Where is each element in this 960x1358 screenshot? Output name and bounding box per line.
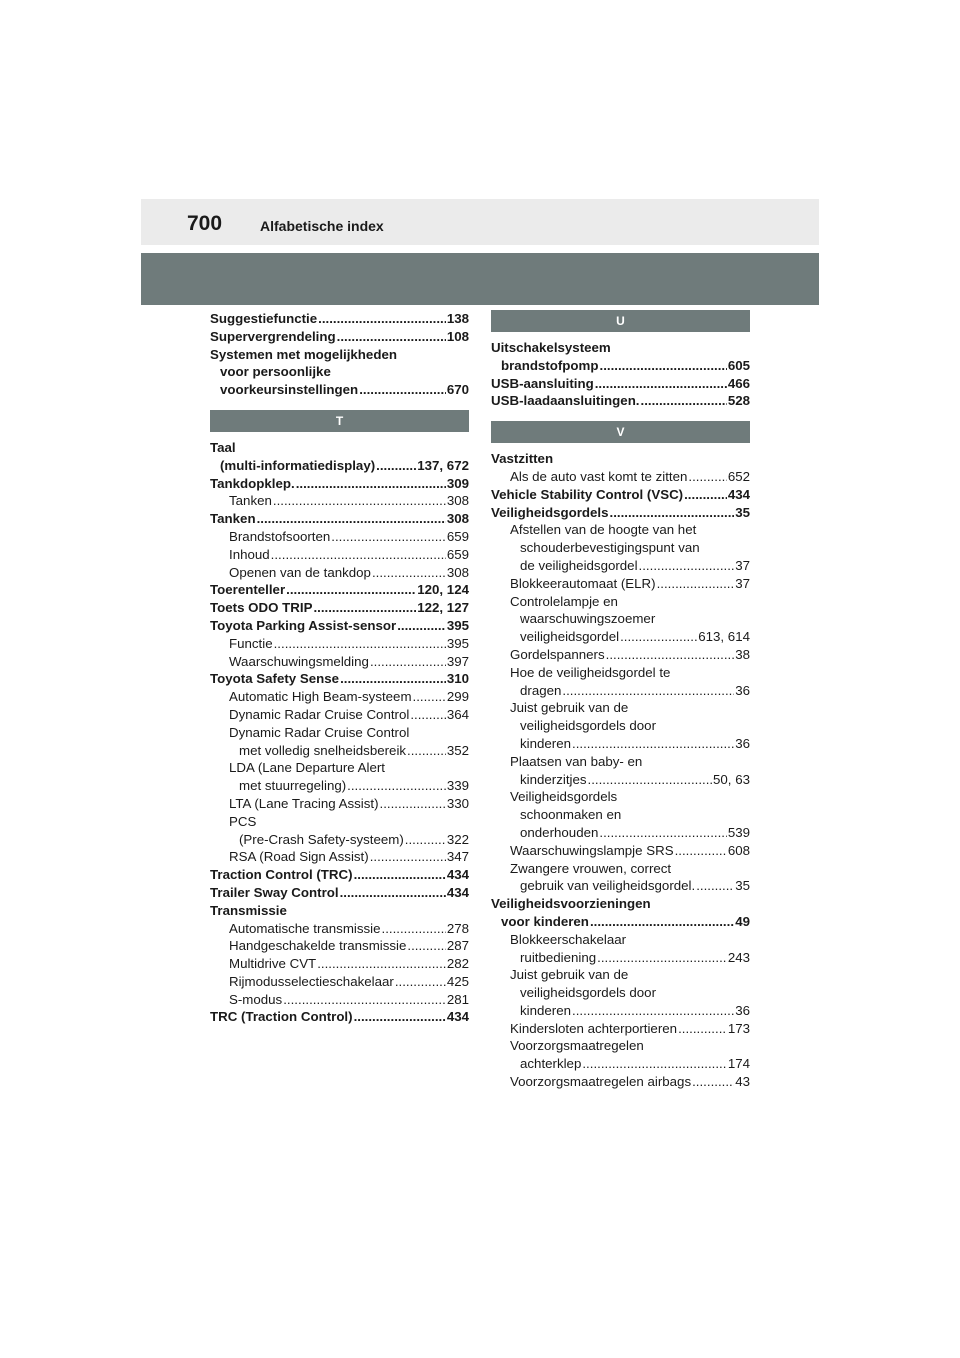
entry-term: Juist gebruik van de [510, 700, 629, 716]
entry-term: Dynamic Radar Cruise Control [229, 724, 410, 740]
index-entry [210, 759, 469, 777]
leader-dots [257, 510, 446, 528]
entry-term: voor persoonlijke [220, 364, 331, 380]
index-entry [210, 706, 469, 724]
index-entry [491, 699, 750, 717]
page-number: 700 [187, 212, 223, 235]
leader-dots [331, 528, 446, 546]
leader-dots [595, 375, 727, 393]
entry-page-ref[interactable]: 434 [446, 884, 469, 900]
index-entry [491, 557, 750, 575]
index-entry [491, 913, 750, 931]
index-entry [210, 635, 469, 653]
entry-term: TRC (Traction Control) [210, 1009, 353, 1025]
index-entry [210, 955, 469, 973]
leader-dots [599, 824, 726, 842]
entry-page-ref[interactable]: 528 [727, 393, 750, 409]
index-entry [210, 848, 469, 866]
leader-dots [610, 504, 735, 522]
entry-page-ref[interactable]: 605 [727, 357, 750, 373]
entry-page-ref[interactable]: 137, 672 [417, 457, 469, 473]
entry-term: Voorzorgsmaatregelen [510, 1038, 644, 1054]
leader-dots [657, 575, 735, 593]
entry-term: (multi-informatiedisplay) [220, 457, 376, 473]
index-entry [210, 813, 469, 831]
leader-dots [354, 1008, 446, 1026]
entry-term: Trailer Sway Control [210, 884, 339, 900]
index-entry [210, 742, 469, 760]
entry-term: Plaatsen van baby- en [510, 753, 643, 769]
leader-dots [347, 777, 446, 795]
entry-term: veiligheidsgordel [520, 629, 620, 645]
entry-page-ref[interactable]: 434 [727, 486, 750, 502]
section-band [141, 253, 819, 305]
entry-term: USB-laadaansluitingen. [491, 393, 640, 409]
leader-dots [692, 1073, 734, 1091]
entry-term: Handgeschakelde transmissie [229, 938, 407, 954]
entry-term: Toerenteller [210, 582, 286, 598]
index-entry [491, 610, 750, 628]
entry-page-ref[interactable]: 35 [735, 504, 750, 520]
leader-dots [407, 937, 445, 955]
leader-dots [376, 457, 416, 475]
index-entry [210, 1008, 469, 1026]
entry-page-ref[interactable]: 670 [446, 382, 469, 398]
entry-term: kinderen [520, 735, 572, 751]
entry-page-ref[interactable]: 138 [446, 311, 469, 326]
index-entry [491, 860, 750, 878]
index-entry [491, 539, 750, 557]
entry-page-ref[interactable]: 278 [446, 920, 469, 936]
entry-page-ref[interactable]: 434 [446, 1009, 469, 1025]
entry-term: Tankdopklep. [210, 475, 295, 491]
index-entry [210, 492, 469, 510]
entry-term: Als de auto vast komt te zitten [510, 468, 688, 484]
index-entry [210, 724, 469, 742]
index-entry [210, 581, 469, 599]
entry-page-ref[interactable]: 322 [446, 831, 469, 847]
index-entry [491, 1037, 750, 1055]
leader-dots [395, 973, 446, 991]
entry-page-ref[interactable]: 364 [446, 706, 469, 722]
entry-page-ref[interactable]: 397 [446, 653, 469, 669]
index-column-left [210, 310, 469, 1026]
leader-dots [372, 564, 446, 582]
index-entry [491, 877, 750, 895]
entry-term: Systemen met mogelijkheden [210, 346, 397, 362]
entry-page-ref[interactable]: 308 [446, 493, 469, 509]
entry-term: Kindersloten achterportieren [510, 1020, 678, 1036]
entry-page-ref[interactable]: 120, 124 [417, 582, 469, 598]
index-entry [210, 564, 469, 582]
leader-dots [620, 628, 697, 646]
entry-term: kinderzitjes [520, 771, 587, 787]
leader-dots [354, 866, 446, 884]
entry-term: Multidrive CVT [229, 956, 317, 972]
entry-term: Automatic High Beam-systeem [229, 689, 412, 705]
entry-term: Controlelampje en [510, 593, 618, 609]
entry-term: S-modus [229, 991, 283, 1007]
index-entry [491, 504, 750, 522]
entry-page-ref[interactable]: 434 [446, 867, 469, 883]
index-entry [491, 357, 750, 375]
leader-dots [273, 492, 446, 510]
index-entry [491, 450, 750, 468]
index-entry [210, 363, 469, 381]
index-entry [210, 599, 469, 617]
index-entry [210, 688, 469, 706]
index-entry [491, 735, 750, 753]
index-entry [491, 788, 750, 806]
leader-dots [405, 831, 446, 849]
index-entry [210, 328, 469, 346]
entry-page-ref[interactable]: 49 [735, 913, 750, 929]
leader-dots [639, 557, 735, 575]
entry-page-ref[interactable]: 108 [446, 328, 469, 344]
entry-term: brandstofpomp [501, 357, 599, 373]
entry-term: LDA (Lane Departure Alert [229, 760, 385, 776]
entry-term: kinderen [520, 1002, 572, 1018]
entry-term: Taal [210, 439, 236, 455]
entry-page-ref[interactable]: 122, 127 [417, 600, 469, 616]
index-entry [491, 966, 750, 984]
leader-dots [313, 599, 416, 617]
leader-dots [380, 795, 446, 813]
index-entry [210, 902, 469, 920]
entry-term: Toyota Parking Assist-sensor [210, 617, 397, 633]
leader-dots [590, 913, 734, 931]
index-entry [210, 528, 469, 546]
entry-term: Vastzitten [491, 451, 554, 467]
index-entry [210, 475, 469, 493]
entry-term: Tanken [210, 511, 256, 527]
leader-dots [296, 475, 446, 493]
entry-term: schoonmaken en [520, 807, 622, 823]
index-entry [491, 895, 750, 913]
entry-page-ref[interactable]: 310 [446, 671, 469, 687]
entry-page-ref[interactable]: 395 [446, 617, 469, 633]
entry-page-ref[interactable]: 243 [727, 949, 750, 965]
index-entry [210, 653, 469, 671]
index-entry [210, 831, 469, 849]
entry-page-ref[interactable]: 282 [446, 956, 469, 972]
index-entry [210, 439, 469, 457]
index-entry [491, 593, 750, 611]
entry-term: Toets ODO TRIP [210, 600, 313, 616]
index-entry [491, 984, 750, 1002]
entry-term: Waarschuwingsmelding [229, 653, 369, 669]
entry-page-ref[interactable]: 38 [735, 646, 750, 662]
entry-term: Inhoud [229, 546, 270, 562]
leader-dots [696, 877, 734, 895]
entry-page-ref[interactable]: 309 [446, 475, 469, 491]
entry-term: Rijmodusselectieschakelaar [229, 973, 394, 989]
index-entry [210, 866, 469, 884]
leader-dots [337, 328, 446, 346]
entry-page-ref[interactable]: 299 [446, 689, 469, 705]
entry-term: onderhouden [520, 824, 599, 840]
entry-page-ref[interactable]: 43 [735, 1074, 750, 1090]
entry-page-ref[interactable]: 659 [446, 528, 469, 544]
entry-term: de veiligheidsgordel [520, 557, 638, 573]
entry-term: Openen van de tankdop [229, 564, 371, 580]
entry-term: Suggestiefunctie [210, 311, 318, 326]
leader-dots [397, 617, 446, 635]
entry-term: Functie [229, 635, 273, 651]
index-entry [210, 617, 469, 635]
leader-dots [410, 706, 446, 724]
entry-term: Afstellen van de hoogte van het [510, 522, 697, 538]
index-entry [210, 381, 469, 399]
index-entry [210, 346, 469, 364]
index-entry [491, 842, 750, 860]
leader-dots [317, 955, 446, 973]
entry-page-ref[interactable]: 37 [735, 557, 750, 573]
index-column-right [491, 310, 750, 1091]
leader-dots [684, 486, 727, 504]
entry-page-ref[interactable]: 173 [727, 1020, 750, 1036]
entry-term: Brandstofsoorten [229, 528, 331, 544]
index-entry [491, 806, 750, 824]
entry-term: waarschuwingszoemer [520, 611, 656, 627]
index-entry [210, 920, 469, 938]
leader-dots [359, 381, 446, 399]
index-entry [491, 824, 750, 842]
index-entry [491, 1073, 750, 1091]
entry-term: PCS [229, 813, 257, 829]
spacer [210, 399, 469, 410]
entry-term: Uitschakelsysteem [491, 340, 611, 355]
leader-dots [283, 991, 446, 1009]
leader-dots [318, 310, 446, 328]
leader-dots [370, 848, 446, 866]
header-band [141, 199, 819, 245]
index-entry [491, 628, 750, 646]
entry-term: dragen [520, 682, 562, 698]
index-entry [210, 310, 469, 328]
index-entry [210, 795, 469, 813]
entry-term: LTA (Lane Tracing Assist) [229, 795, 379, 811]
entry-term: gebruik van veiligheidsgordel. [520, 878, 696, 894]
spacer [491, 410, 750, 421]
entry-page-ref[interactable]: 659 [446, 546, 469, 562]
index-entry [210, 884, 469, 902]
index-entry [491, 339, 750, 357]
entry-term: Traction Control (TRC) [210, 867, 353, 883]
index-entry [210, 670, 469, 688]
entry-term: Transmissie [210, 902, 287, 918]
page-title: Alfabetische index [260, 218, 384, 234]
entry-term: RSA (Road Sign Assist) [229, 849, 369, 865]
index-entry [491, 682, 750, 700]
index-entry [491, 575, 750, 593]
entry-page-ref[interactable]: 36 [735, 735, 750, 751]
index-entry [491, 1055, 750, 1073]
leader-dots [340, 670, 446, 688]
entry-term: voorkeursinstellingen [220, 382, 359, 398]
entry-term: Waarschuwingslampje SRS [510, 842, 674, 858]
index-entry [210, 546, 469, 564]
index-entry [210, 510, 469, 528]
entry-page-ref[interactable]: 339 [446, 778, 469, 794]
entry-page-ref[interactable]: 174 [727, 1056, 750, 1072]
entry-page-ref[interactable]: 425 [446, 973, 469, 989]
entry-page-ref[interactable]: 347 [446, 849, 469, 865]
index-entry [491, 486, 750, 504]
entry-term: Blokkeerschakelaar [510, 931, 627, 947]
index-entry [491, 468, 750, 486]
leader-dots [340, 884, 446, 902]
index-entry [210, 937, 469, 955]
leader-dots [572, 1002, 734, 1020]
index-entry [210, 973, 469, 991]
section-letter-u: U [491, 310, 750, 332]
entry-page-ref[interactable]: 652 [727, 468, 750, 484]
entry-term: USB-aansluiting [491, 375, 594, 391]
section-letter-t: T [210, 410, 469, 432]
leader-dots [407, 742, 446, 760]
leader-dots [582, 1055, 726, 1073]
entry-page-ref[interactable]: 308 [446, 511, 469, 527]
entry-term: Blokkeerautomaat (ELR) [510, 575, 656, 591]
leader-dots [286, 581, 416, 599]
index-entry [491, 1020, 750, 1038]
index-entry [491, 664, 750, 682]
entry-term: veiligheidsgordels door [520, 985, 657, 1001]
entry-page-ref[interactable]: 281 [446, 991, 469, 1007]
index-entry [491, 931, 750, 949]
entry-term: Dynamic Radar Cruise Control [229, 706, 410, 722]
entry-term: Hoe de veiligheidsgordel te [510, 664, 671, 680]
index-entry [491, 717, 750, 735]
index-entry [210, 777, 469, 795]
entry-page-ref[interactable]: 37 [735, 575, 750, 591]
leader-dots [588, 771, 713, 789]
index-entry [210, 457, 469, 475]
entry-page-ref[interactable]: 539 [727, 824, 750, 840]
entry-term: veiligheidsgordels door [520, 718, 657, 734]
leader-dots [600, 357, 727, 375]
leader-dots [688, 468, 726, 486]
leader-dots [382, 920, 446, 938]
leader-dots [606, 646, 735, 664]
entry-page-ref[interactable]: 352 [446, 742, 469, 758]
entry-term: Zwangere vrouwen, correct [510, 860, 672, 876]
index-entry [491, 771, 750, 789]
leader-dots [597, 949, 727, 967]
entry-page-ref[interactable]: 36 [735, 1002, 750, 1018]
leader-dots [370, 653, 446, 671]
entry-page-ref[interactable]: 308 [446, 564, 469, 580]
entry-term: Supervergrendeling [210, 328, 336, 344]
entry-page-ref[interactable]: 35 [735, 878, 750, 894]
entry-term: Veiligheidsgordels [510, 789, 618, 805]
leader-dots [572, 735, 734, 753]
index-entry [491, 375, 750, 393]
entry-term: achterklep [520, 1056, 582, 1072]
entry-term: schouderbevestigingspunt van [520, 540, 700, 556]
entry-term: (Pre-Crash Safety-systeem) [239, 831, 404, 847]
leader-dots [413, 688, 446, 706]
leader-dots [641, 392, 727, 410]
entry-term: Tanken [229, 493, 272, 509]
index-entry [491, 949, 750, 967]
entry-term: met stuurregeling) [239, 778, 347, 794]
entry-page-ref[interactable]: 287 [446, 938, 469, 954]
leader-dots [562, 682, 734, 700]
entry-term: Automatische transmissie [229, 920, 381, 936]
entry-term: Veiligheidsgordels [491, 504, 609, 520]
entry-term: voor kinderen [501, 913, 589, 929]
entry-term: Vehicle Stability Control (VSC) [491, 486, 684, 502]
section-letter-v: V [491, 421, 750, 443]
index-entry [491, 392, 750, 410]
entry-term: Gordelspanners [510, 646, 605, 662]
entry-term: Juist gebruik van de [510, 967, 629, 983]
leader-dots [675, 842, 727, 860]
index-entry [491, 521, 750, 539]
leader-dots [678, 1020, 727, 1038]
entry-term: Toyota Safety Sense [210, 671, 340, 687]
entry-term: Veiligheidsvoorzieningen [491, 896, 651, 912]
entry-page-ref[interactable]: 50, 63 [713, 771, 750, 787]
entry-term: ruitbediening [520, 949, 597, 965]
index-entry [491, 1002, 750, 1020]
entry-page-ref[interactable]: 36 [735, 682, 750, 698]
index-entry [491, 753, 750, 771]
entry-page-ref[interactable]: 466 [727, 375, 750, 391]
entry-page-ref[interactable]: 395 [446, 635, 469, 651]
entry-page-ref[interactable]: 330 [446, 795, 469, 811]
entry-page-ref[interactable]: 613, 614 [698, 629, 750, 645]
leader-dots [271, 546, 446, 564]
leader-dots [274, 635, 446, 653]
index-entry [491, 646, 750, 664]
entry-term: Voorzorgsmaatregelen airbags [510, 1074, 692, 1090]
entry-page-ref[interactable]: 608 [727, 842, 750, 858]
entry-term: met volledig snelheidsbereik [239, 742, 407, 758]
index-entry [210, 991, 469, 1009]
